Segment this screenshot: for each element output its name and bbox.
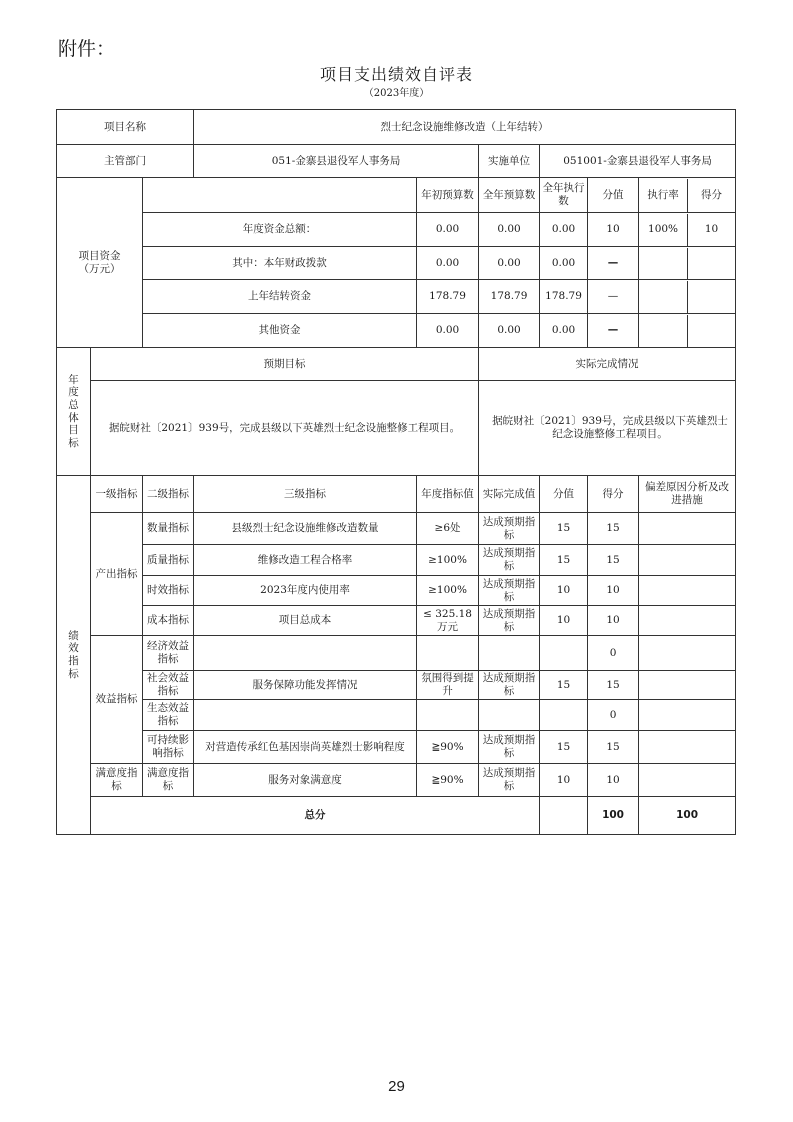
indicator-deviation bbox=[639, 764, 736, 797]
fund-row-score-value: — bbox=[588, 247, 639, 280]
indicator-target bbox=[417, 700, 479, 731]
indicator-deviation bbox=[639, 636, 736, 671]
goals-label-char: 目 bbox=[68, 424, 79, 437]
total-score: 100 bbox=[639, 797, 736, 835]
indicator-level3: 2023年度内使用率 bbox=[194, 576, 417, 606]
funds-header-rate: 执行率 bbox=[639, 179, 688, 212]
indicator-level2: 成本指标 bbox=[143, 606, 194, 636]
indicator-row bbox=[57, 576, 736, 606]
attachment-label: 附件： bbox=[58, 38, 116, 60]
indicator-level3: 对营造传承红色基因崇尚英雄烈士影响程度 bbox=[194, 731, 417, 764]
fund-row-initial: 0.00 bbox=[417, 213, 479, 247]
indicator-level2: 生态效益指标 bbox=[143, 700, 194, 731]
fund-row-executed: 178.79 bbox=[540, 280, 588, 314]
performance-section-label bbox=[57, 476, 91, 835]
total-row bbox=[57, 797, 736, 835]
indicator-level3 bbox=[194, 636, 417, 671]
funds-header-rate-score bbox=[639, 178, 736, 213]
funds-header-row bbox=[57, 178, 736, 213]
indicator-score: 15 bbox=[588, 671, 639, 700]
indicator-score-value: 15 bbox=[540, 671, 588, 700]
fund-row-full: 0.00 bbox=[479, 314, 540, 348]
fund-row-executed: 0.00 bbox=[540, 314, 588, 348]
indicator-level2: 经济效益指标 bbox=[143, 636, 194, 671]
indicator-actual bbox=[479, 700, 540, 731]
indicator-deviation bbox=[639, 576, 736, 606]
fund-row-executed: 0.00 bbox=[540, 213, 588, 247]
fund-row-initial: 0.00 bbox=[417, 314, 479, 348]
goals-label-char: 标 bbox=[68, 436, 79, 449]
goals-section-label bbox=[57, 348, 91, 476]
indicator-actual: 达成预期指标 bbox=[479, 545, 540, 576]
performance-label-char: 效 bbox=[68, 642, 79, 655]
indicator-target: ≤ 325.18万元 bbox=[417, 606, 479, 636]
project-name-value: 烈士纪念设施维修改造（上年结转） bbox=[194, 110, 736, 145]
fund-row-score bbox=[688, 281, 735, 313]
evaluation-table bbox=[56, 109, 736, 835]
funds-header-score-value: 分值 bbox=[588, 178, 639, 213]
project-name-row bbox=[57, 110, 736, 145]
indicator-level2: 质量指标 bbox=[143, 545, 194, 576]
indicator-score: 10 bbox=[588, 606, 639, 636]
header-target: 年度指标值 bbox=[417, 476, 479, 513]
fund-row bbox=[57, 314, 736, 348]
indicator-row bbox=[57, 513, 736, 545]
dept-value: 051-金寨县退役军人事务局 bbox=[194, 145, 479, 178]
indicator-score: 0 bbox=[588, 700, 639, 731]
fund-row-initial: 0.00 bbox=[417, 247, 479, 280]
funds-label-line-2: （万元） bbox=[78, 262, 121, 275]
funds-header-score: 得分 bbox=[701, 188, 723, 201]
actual-completion-text: 据皖财社〔2021〕939号，完成县级以下英雄烈士纪念设施整修工程项目。 bbox=[479, 381, 736, 476]
total-score-value: 100 bbox=[588, 797, 639, 835]
fund-row-score bbox=[688, 315, 735, 347]
indicator-deviation bbox=[639, 513, 736, 545]
indicator-level2: 可持续影响指标 bbox=[143, 731, 194, 764]
project-name-label: 项目名称 bbox=[57, 110, 194, 145]
indicator-target: ≥6处 bbox=[417, 513, 479, 545]
indicator-deviation bbox=[639, 671, 736, 700]
fund-row-score-value: — bbox=[588, 314, 639, 348]
funds-section-label bbox=[57, 178, 143, 348]
fund-row-rate-score bbox=[639, 213, 736, 247]
fund-row-full: 0.00 bbox=[479, 213, 540, 247]
goals-label-char: 年 bbox=[68, 373, 79, 386]
indicator-deviation bbox=[639, 731, 736, 764]
fund-row bbox=[57, 280, 736, 314]
total-actual-blank bbox=[540, 797, 588, 835]
fund-row-label: 其他资金 bbox=[143, 314, 417, 348]
indicator-actual bbox=[479, 636, 540, 671]
indicator-score-value: 15 bbox=[540, 545, 588, 576]
fund-row-rate-score bbox=[639, 280, 736, 314]
goals-label-char: 度 bbox=[68, 386, 79, 399]
indicator-level3: 维修改造工程合格率 bbox=[194, 545, 417, 576]
indicator-row bbox=[57, 764, 736, 797]
indicator-level3 bbox=[194, 700, 417, 731]
indicator-score-value bbox=[540, 636, 588, 671]
indicator-score-value: 10 bbox=[540, 606, 588, 636]
indicator-score: 15 bbox=[588, 731, 639, 764]
indicator-score-value: 10 bbox=[540, 764, 588, 797]
page-number: 29 bbox=[388, 1078, 405, 1095]
indicator-row bbox=[57, 636, 736, 671]
indicator-actual: 达成预期指标 bbox=[479, 513, 540, 545]
indicator-level2: 满意度指标 bbox=[143, 764, 194, 797]
year-note: （2023年度） bbox=[363, 88, 430, 99]
output-indicator-label: 产出指标 bbox=[91, 513, 143, 636]
indicator-score-value: 10 bbox=[540, 576, 588, 606]
indicator-row bbox=[57, 545, 736, 576]
indicator-level2: 时效指标 bbox=[143, 576, 194, 606]
fund-row-initial: 178.79 bbox=[417, 280, 479, 314]
total-label: 总分 bbox=[91, 797, 540, 835]
impl-unit-value: 051001-金寨县退役军人事务局 bbox=[540, 145, 736, 178]
fund-row-rate: 100% bbox=[639, 214, 688, 246]
indicator-level3: 项目总成本 bbox=[194, 606, 417, 636]
fund-row-score-value: 10 bbox=[588, 213, 639, 247]
satisfaction-indicator-label: 满意度指标 bbox=[91, 764, 143, 797]
indicator-score-value: 15 bbox=[540, 513, 588, 545]
header-level1: 一级指标 bbox=[91, 476, 143, 513]
performance-header-row bbox=[57, 476, 736, 513]
fund-row-rate-score bbox=[639, 314, 736, 348]
expected-goal-header: 预期目标 bbox=[91, 348, 479, 381]
benefit-indicator-label: 效益指标 bbox=[91, 636, 143, 764]
goals-label-char: 总 bbox=[68, 398, 79, 411]
fund-row-score-value: — bbox=[588, 280, 639, 314]
fund-row-rate bbox=[639, 248, 688, 279]
funds-header-executed: 全年执行数 bbox=[540, 178, 588, 213]
indicator-row bbox=[57, 700, 736, 731]
indicator-score: 10 bbox=[588, 576, 639, 606]
header-score-value: 分值 bbox=[540, 476, 588, 513]
fund-row-label: 其中：本年财政拨款 bbox=[143, 247, 417, 280]
indicator-score: 15 bbox=[588, 545, 639, 576]
indicator-score: 10 bbox=[588, 764, 639, 797]
indicator-actual: 达成预期指标 bbox=[479, 606, 540, 636]
indicator-level3: 县级烈士纪念设施维修改造数量 bbox=[194, 513, 417, 545]
indicator-actual: 达成预期指标 bbox=[479, 671, 540, 700]
indicator-score-value bbox=[540, 700, 588, 731]
indicator-level2: 社会效益指标 bbox=[143, 671, 194, 700]
header-score: 得分 bbox=[588, 476, 639, 513]
indicator-score: 0 bbox=[588, 636, 639, 671]
indicator-actual: 达成预期指标 bbox=[479, 731, 540, 764]
fund-row-executed: 0.00 bbox=[540, 247, 588, 280]
fund-row-rate bbox=[639, 281, 688, 313]
indicator-row bbox=[57, 731, 736, 764]
funds-header-full: 全年预算数 bbox=[479, 178, 540, 213]
fund-row-rate-score bbox=[639, 247, 736, 280]
fund-row bbox=[57, 213, 736, 247]
header-level3: 三级指标 bbox=[194, 476, 417, 513]
performance-label-char: 指 bbox=[68, 655, 79, 667]
indicator-deviation bbox=[639, 700, 736, 731]
indicator-level3: 服务保障功能发挥情况 bbox=[194, 671, 417, 700]
performance-label-char: 绩 bbox=[68, 629, 79, 642]
page-title: 项目支出绩效自评表 bbox=[319, 65, 473, 84]
funds-header-initial: 年初预算数 bbox=[417, 178, 479, 213]
indicator-score: 15 bbox=[588, 513, 639, 545]
actual-completion-header: 实际完成情况 bbox=[479, 348, 736, 381]
indicator-target bbox=[417, 636, 479, 671]
goals-content-row bbox=[57, 381, 736, 476]
funds-label-line-1: 项目资金 bbox=[78, 249, 121, 262]
department-row bbox=[57, 145, 736, 178]
funds-header-blank bbox=[143, 178, 417, 213]
dept-label: 主管部门 bbox=[57, 145, 194, 178]
expected-goal-text: 据皖财社〔2021〕939号，完成县级以下英雄烈士纪念设施整修工程项目。 bbox=[91, 381, 479, 476]
indicator-target: 氛围得到提升 bbox=[417, 671, 479, 700]
fund-row-full: 178.79 bbox=[479, 280, 540, 314]
indicator-target: ≥100% bbox=[417, 576, 479, 606]
goals-header-row bbox=[57, 348, 736, 381]
indicator-target: ≥100% bbox=[417, 545, 479, 576]
fund-row-label: 上年结转资金 bbox=[143, 280, 417, 314]
header-level2: 二级指标 bbox=[143, 476, 194, 513]
header-deviation: 偏差原因分析及改进措施 bbox=[639, 476, 736, 513]
fund-row-rate bbox=[639, 315, 688, 347]
fund-row-label: 年度资金总额： bbox=[143, 213, 417, 247]
performance-label-char: 标 bbox=[68, 667, 79, 680]
indicator-level2: 数量指标 bbox=[143, 513, 194, 545]
indicator-target: ≧90% bbox=[417, 731, 479, 764]
indicator-row bbox=[57, 606, 736, 636]
indicator-actual: 达成预期指标 bbox=[479, 576, 540, 606]
indicator-level3: 服务对象满意度 bbox=[194, 764, 417, 797]
indicator-target: ≧90% bbox=[417, 764, 479, 797]
indicator-deviation bbox=[639, 545, 736, 576]
indicator-score-value: 15 bbox=[540, 731, 588, 764]
fund-row-score bbox=[688, 248, 735, 279]
indicator-row bbox=[57, 671, 736, 700]
fund-row-score: 10 bbox=[704, 223, 719, 236]
indicator-deviation bbox=[639, 606, 736, 636]
indicator-actual: 达成预期指标 bbox=[479, 764, 540, 797]
fund-row bbox=[57, 247, 736, 280]
goals-label-char: 体 bbox=[68, 411, 79, 424]
fund-row-full: 0.00 bbox=[479, 247, 540, 280]
impl-unit-label: 实施单位 bbox=[479, 145, 540, 178]
header-actual: 实际完成值 bbox=[479, 476, 540, 513]
